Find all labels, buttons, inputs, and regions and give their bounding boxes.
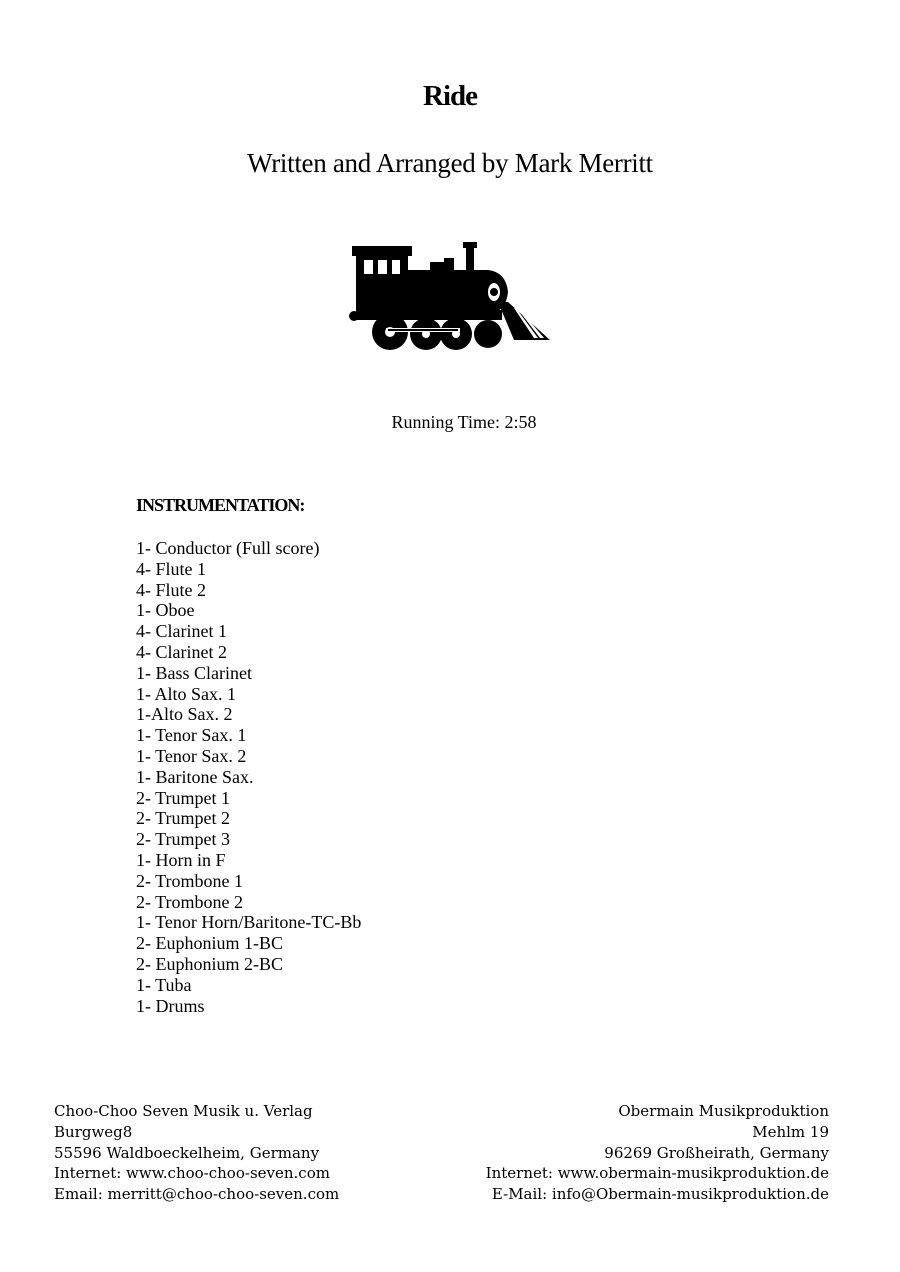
composer-credit: Written and Arranged by Mark Merritt: [247, 148, 653, 178]
publisher-street: Mehlm 19: [752, 1122, 829, 1141]
list-item: 1- Tenor Sax. 1: [136, 725, 247, 746]
list-item: 4- Flute 2: [136, 579, 206, 600]
list-item: 1-Alto Sax. 2: [136, 704, 233, 725]
list-item: 1- Baritone Sax.: [136, 766, 254, 787]
list-item: 2- Trumpet 2: [136, 808, 231, 829]
publisher-website: Internet: www.choo-choo-seven.com: [54, 1164, 330, 1183]
publisher-name: Choo-Choo Seven Musik u. Verlag: [54, 1102, 313, 1120]
list-item: 1- Tuba: [136, 974, 192, 995]
publisher-street: Burgweg8: [54, 1122, 133, 1141]
list-item: 1- Oboe: [136, 600, 195, 621]
publisher-city: 96269 Großheirath, Germany: [604, 1143, 829, 1162]
list-item: 2- Trombone 2: [136, 891, 244, 912]
list-item: 2- Trumpet 3: [136, 829, 231, 850]
instrumentation-list: [136, 538, 361, 1016]
list-item: 2- Trumpet 1: [136, 787, 231, 808]
list-item: 1- Tenor Horn/Baritone-TC-Bb: [136, 912, 362, 933]
list-item: 4- Flute 1: [136, 558, 206, 579]
list-item: 1- Bass Clarinet: [136, 662, 252, 683]
instrumentation-heading: INSTRUMENTATION:: [136, 495, 305, 515]
list-item: 1- Conductor (Full score): [136, 538, 320, 558]
list-item: 2- Euphonium 2-BC: [136, 953, 283, 974]
list-item: 2- Trombone 1: [136, 870, 244, 891]
locomotive-icon: [348, 240, 552, 352]
publisher-right-address: [486, 1101, 829, 1205]
running-time: Running Time: 2:58: [391, 412, 537, 432]
page-title: Ride: [423, 80, 477, 112]
list-item: 4- Clarinet 1: [136, 621, 227, 642]
publisher-email: Email: merritt@choo-choo-seven.com: [54, 1185, 340, 1204]
list-item: 1- Drums: [136, 995, 205, 1016]
list-item: 1- Horn in F: [136, 849, 226, 870]
list-item: 1- Tenor Sax. 2: [136, 745, 247, 766]
publisher-website: Internet: www.obermain-musikproduktion.de: [485, 1164, 829, 1183]
list-item: 1- Alto Sax. 1: [136, 683, 237, 704]
publisher-city: 55596 Waldboeckelheim, Germany: [54, 1143, 320, 1162]
list-item: 4- Clarinet 2: [136, 641, 227, 662]
publisher-name: Obermain Musikproduktion: [618, 1102, 829, 1120]
publisher-email: E-Mail: info@Obermain-musikproduktion.de: [491, 1185, 829, 1204]
publisher-left-address: [54, 1101, 339, 1205]
list-item: 2- Euphonium 1-BC: [136, 933, 283, 954]
